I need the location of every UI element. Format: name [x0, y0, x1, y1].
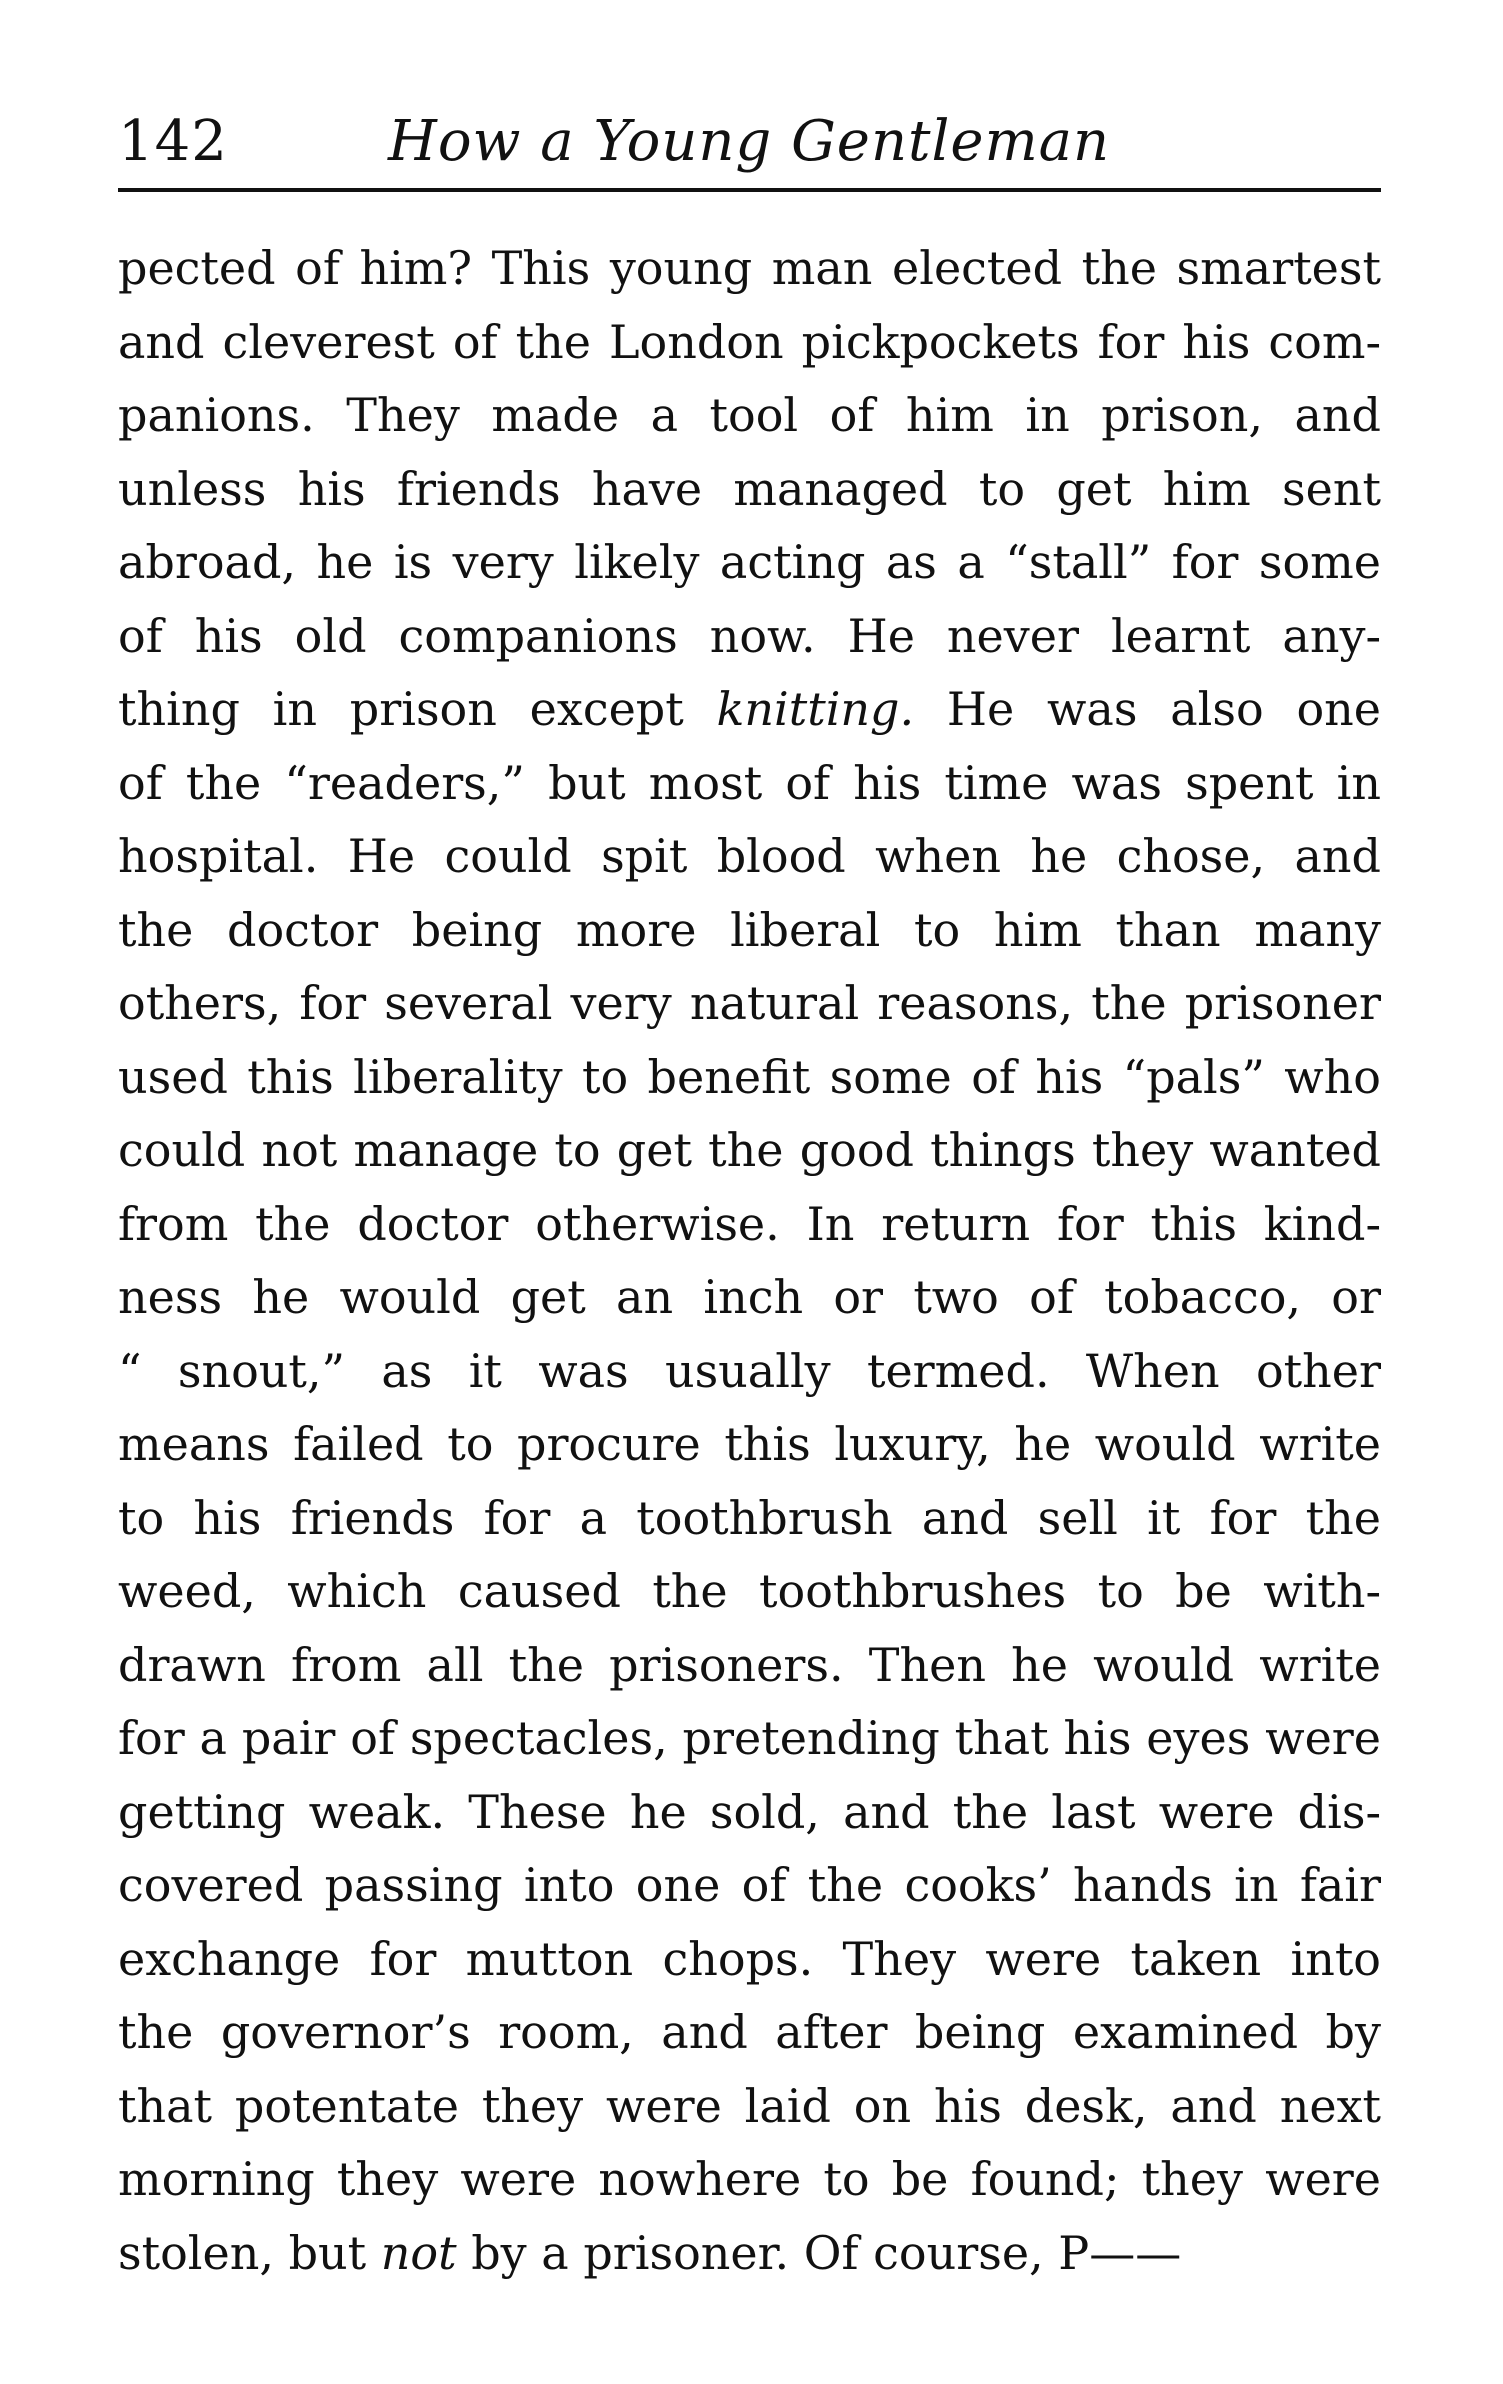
text-line-5: abroad, he is very likely acting as a “stall” for some: [118, 535, 1381, 589]
text-line-28-before: stolen, but: [118, 2225, 381, 2280]
text-line-4: unless his friends have managed to get him sent: [118, 461, 1381, 516]
text-line-19: weed, which caused the toothbrushes to be with-: [118, 1564, 1381, 1618]
page-number: 142: [118, 109, 228, 174]
text-line-3: panions. They made a tool of him in prison, and: [118, 388, 1381, 442]
text-line-10: the doctor being more liberal to him than many: [118, 902, 1381, 957]
text-line-12: used this liberality to benefit some of his “pals” who: [118, 1049, 1381, 1104]
text-line-20: drawn from all the prisoners. Then he would write: [118, 1637, 1381, 1692]
text-line-18: to his friends for a toothbrush and sell it for the: [118, 1490, 1381, 1545]
text-line-11: others, for several very natural reasons, the prisoner: [118, 976, 1381, 1030]
text-line-21: for a pair of spectacles, pretending that his eyes were: [118, 1711, 1381, 1765]
text-line-23: covered passing into one of the cooks’ hands in fair: [118, 1858, 1381, 1912]
text-line-7: [118, 673, 1381, 747]
text-line-13: could not manage to get the good things they wanted: [118, 1123, 1381, 1177]
text-line-28: [118, 2217, 1381, 2291]
text-line-22: getting weak. These he sold, and the last were dis-: [118, 1784, 1381, 1839]
text-line-7-before: thing in prison except: [118, 682, 717, 736]
text-line-6: of his old companions now. He never learnt any-: [118, 608, 1381, 663]
header-rule: [118, 188, 1381, 192]
text-line-15: ness he would get an inch or two of tobacco, or: [118, 1270, 1381, 1324]
body-text: [118, 232, 1381, 2290]
text-line-27: morning they were nowhere to be found; they were: [118, 2152, 1381, 2206]
text-line-14: from the doctor otherwise. In return for this kind-: [118, 1196, 1381, 1251]
text-line-2: and cleverest of the London pickpockets for his com-: [118, 314, 1381, 369]
text-line-7-after: He was also one: [914, 682, 1381, 736]
running-title: How a Young Gentleman: [388, 109, 1111, 174]
text-line-26: that potentate they were laid on his desk, and next: [118, 2078, 1381, 2133]
text-line-24: exchange for mutton chops. They were taken into: [118, 1931, 1381, 1986]
text-line-28-after: by a prisoner. Of course, P——: [456, 2225, 1182, 2280]
italic-not: not: [380, 2225, 457, 2280]
text-line-25: the governor’s room, and after being examined by: [118, 2005, 1381, 2059]
text-line-9: hospital. He could spit blood when he chose, and: [118, 829, 1381, 883]
text-line-8: of the “readers,” but most of his time was spent in: [118, 755, 1381, 810]
text-line-1: pected of him? This young man elected the smartest: [118, 241, 1381, 295]
text-line-17: means failed to procure this luxury, he would write: [118, 1417, 1381, 1471]
italic-knitting: knitting.: [716, 682, 915, 736]
running-head: [118, 102, 1381, 182]
text-line-16: “ snout,” as it was usually termed. When other: [118, 1343, 1381, 1398]
